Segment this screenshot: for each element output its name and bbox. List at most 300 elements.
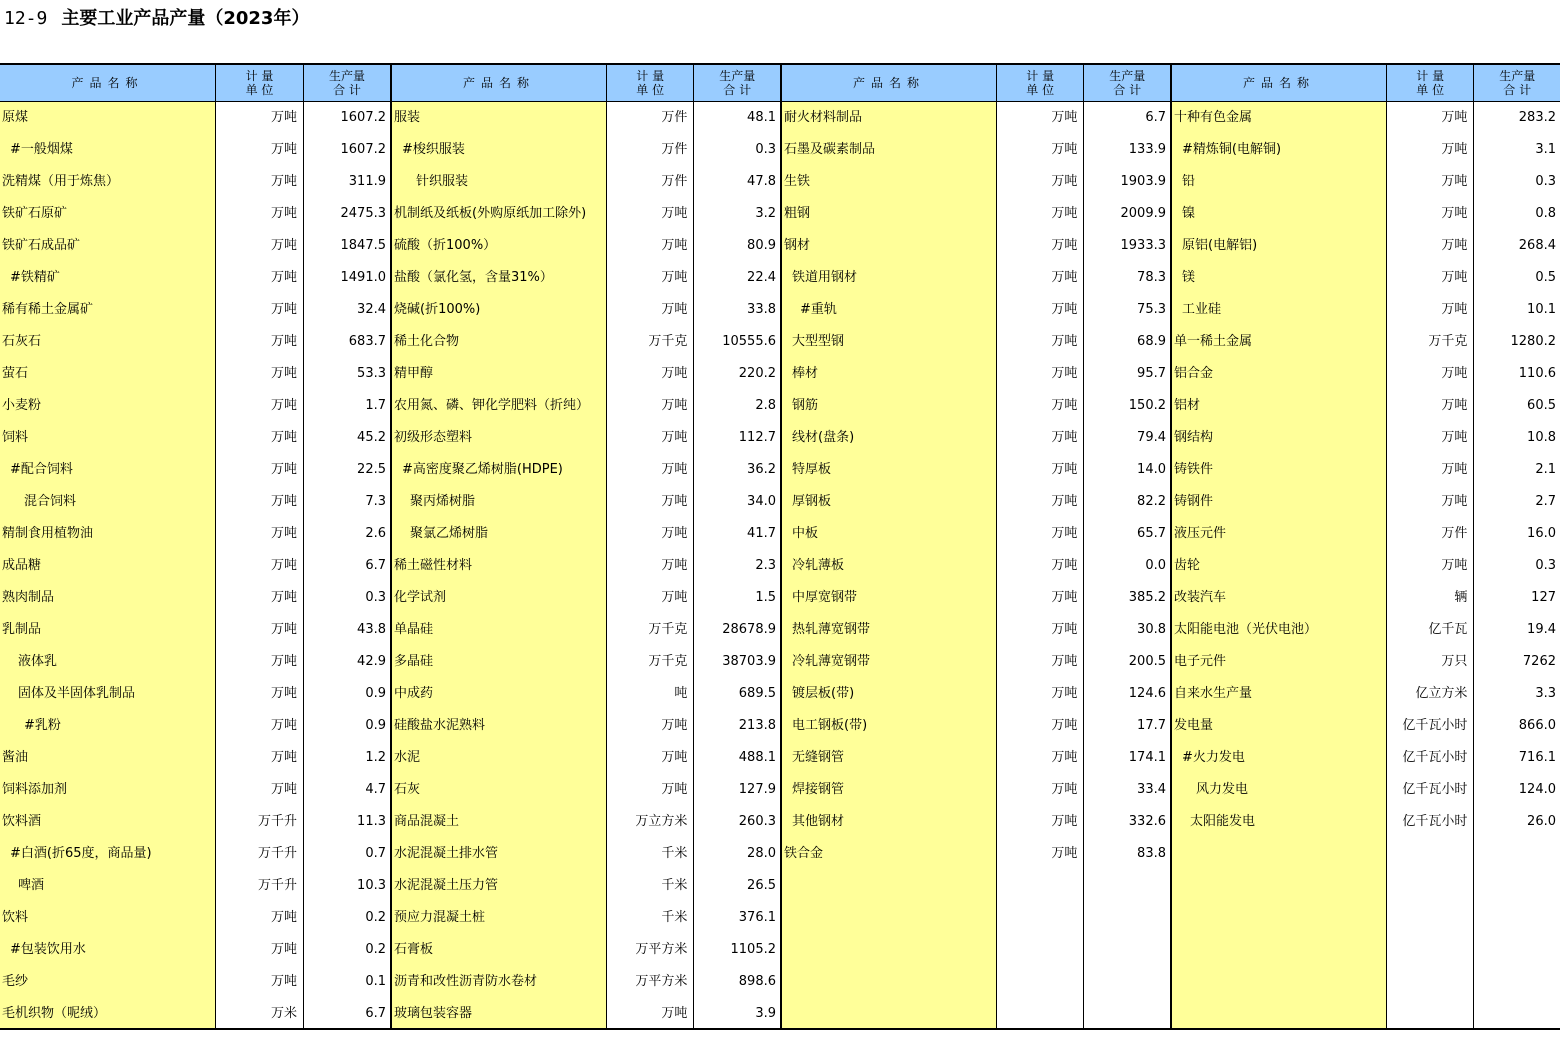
product-name-cell: #白酒(折65度，商品量) <box>10 846 152 861</box>
total-cell: 0.7 <box>365 846 386 861</box>
table-panel <box>390 65 780 1028</box>
product-name-cell: 铁矿石原矿 <box>2 206 68 221</box>
unit-cell: 万米 <box>270 1006 297 1021</box>
total-cell: 79.4 <box>1137 430 1166 445</box>
total-cell: 22.4 <box>747 270 776 285</box>
total-cell: 220.2 <box>738 366 776 381</box>
product-name-cell: 工业硅 <box>1182 302 1222 317</box>
total-cell: 1607.2 <box>340 110 386 125</box>
unit-cell: 万吨 <box>661 590 688 605</box>
unit-cell: 万吨 <box>661 206 688 221</box>
product-name-cell: 化学试剂 <box>394 590 447 605</box>
product-name-cell: 改装汽车 <box>1174 590 1227 605</box>
product-name-cell: 铸钢件 <box>1174 494 1214 509</box>
product-name-cell: 无缝钢管 <box>792 750 845 765</box>
header-unit: 计 量 单 位 <box>216 65 304 101</box>
total-cell: 26.0 <box>1527 814 1556 829</box>
total-cell: 30.8 <box>1137 622 1166 637</box>
total-cell: 32.4 <box>357 302 386 317</box>
product-name-cell: 中厚宽钢带 <box>792 590 858 605</box>
product-name-cell: 液压元件 <box>1174 526 1227 541</box>
product-name-cell: 饮料 <box>2 910 29 925</box>
unit-cell: 万吨 <box>1051 462 1078 477</box>
unit-cell: 万件 <box>661 142 688 157</box>
unit-cell: 万吨 <box>270 654 297 669</box>
product-name-cell: 熟肉制品 <box>2 590 55 605</box>
unit-cell: 万吨 <box>270 174 297 189</box>
product-name-cell: 混合饲料 <box>24 494 77 509</box>
product-name-cell: 钢筋 <box>792 398 819 413</box>
product-name-cell: 聚氯乙烯树脂 <box>410 526 489 541</box>
total-cell: 260.3 <box>738 814 776 829</box>
total-cell: 33.8 <box>747 302 776 317</box>
unit-cell: 万吨 <box>661 1006 688 1021</box>
product-name-cell: 烧碱(折100%) <box>394 302 481 317</box>
total-cell: 80.9 <box>747 238 776 253</box>
product-name-cell: 预应力混凝土桩 <box>394 910 486 925</box>
product-name-cell: 冷轧薄板 <box>792 558 845 573</box>
unit-column <box>607 102 695 1028</box>
product-name-cell: 电子元件 <box>1174 654 1227 669</box>
total-cell: 10.3 <box>357 878 386 893</box>
product-name-cell: 精制食用植物油 <box>2 526 94 541</box>
unit-cell: 万只 <box>1441 654 1468 669</box>
total-column <box>694 102 780 1028</box>
table-panel <box>780 65 1170 1028</box>
product-name-cell: 铁合金 <box>784 846 824 861</box>
unit-cell: 万吨 <box>270 558 297 573</box>
product-name-cell: 耐火材料制品 <box>784 110 863 125</box>
table-header <box>392 65 780 102</box>
product-name-cell: #梭织服装 <box>402 142 465 157</box>
total-cell: 45.2 <box>357 430 386 445</box>
unit-cell: 亿千瓦小时 <box>1402 718 1468 733</box>
header-total: 生产量 合 计 <box>1499 69 1536 97</box>
product-name-column <box>782 102 997 1028</box>
unit-column <box>1387 102 1475 1028</box>
unit-cell: 万吨 <box>270 590 297 605</box>
unit-cell: 亿千瓦小时 <box>1402 750 1468 765</box>
total-cell: 82.2 <box>1137 494 1166 509</box>
product-name-cell: 铝合金 <box>1174 366 1214 381</box>
product-name-cell: 钢结构 <box>1174 430 1214 445</box>
unit-cell: 万吨 <box>270 718 297 733</box>
unit-cell: 千米 <box>661 910 688 925</box>
unit-cell: 万吨 <box>1051 558 1078 573</box>
product-name-cell: 热轧薄宽钢带 <box>792 622 871 637</box>
unit-cell: 万吨 <box>270 750 297 765</box>
product-name-cell: 粗钢 <box>784 206 811 221</box>
unit-cell: 万吨 <box>1441 430 1468 445</box>
total-cell: 1903.9 <box>1120 174 1166 189</box>
product-name-cell: 自来水生产量 <box>1174 686 1253 701</box>
total-cell: 124.6 <box>1128 686 1166 701</box>
total-cell: 174.1 <box>1128 750 1166 765</box>
product-name-cell: 液体乳 <box>18 654 58 669</box>
product-name-cell: 商品混凝土 <box>394 814 460 829</box>
total-cell: 0.0 <box>1145 558 1166 573</box>
product-name-cell: #包装饮用水 <box>10 942 86 957</box>
unit-cell: 万平方米 <box>635 974 688 989</box>
total-cell: 0.2 <box>365 942 386 957</box>
unit-cell: 万吨 <box>661 782 688 797</box>
product-name-cell: #乳粉 <box>24 718 61 733</box>
unit-cell: 万吨 <box>661 462 688 477</box>
header-product-name: 产品名称 <box>1172 65 1387 101</box>
total-cell: 2.6 <box>365 526 386 541</box>
total-cell: 0.9 <box>365 718 386 733</box>
total-cell: 385.2 <box>1128 590 1166 605</box>
product-name-cell: 毛机织物（呢绒） <box>2 1006 107 1021</box>
total-column <box>1084 102 1170 1028</box>
unit-cell: 万吨 <box>270 430 297 445</box>
product-name-cell: 成品糖 <box>2 558 42 573</box>
total-cell: 1.7 <box>365 398 386 413</box>
total-cell: 866.0 <box>1518 718 1556 733</box>
unit-cell: 千米 <box>661 878 688 893</box>
product-name-cell: 饮料酒 <box>2 814 42 829</box>
unit-cell: 万件 <box>661 174 688 189</box>
product-name-cell: 水泥混凝土排水管 <box>394 846 499 861</box>
total-cell: 376.1 <box>738 910 776 925</box>
product-name-cell: 石膏板 <box>394 942 434 957</box>
unit-cell: 万件 <box>1441 526 1468 541</box>
total-cell: 34.0 <box>747 494 776 509</box>
total-cell: 17.7 <box>1137 718 1166 733</box>
total-cell: 1933.3 <box>1120 238 1166 253</box>
total-cell: 19.4 <box>1527 622 1556 637</box>
unit-cell: 万吨 <box>270 334 297 349</box>
unit-cell: 万千克 <box>648 334 688 349</box>
unit-cell: 万吨 <box>1441 494 1468 509</box>
unit-cell: 万吨 <box>1051 430 1078 445</box>
unit-cell: 万吨 <box>1051 750 1078 765</box>
product-name-cell: 盐酸（氯化氢，含量31%） <box>394 270 553 285</box>
total-cell: 53.3 <box>357 366 386 381</box>
product-name-cell: 电工钢板(带) <box>792 718 868 733</box>
total-cell: 1105.2 <box>730 942 776 957</box>
unit-cell: 吨 <box>674 686 688 701</box>
total-cell: 6.7 <box>365 558 386 573</box>
product-name-cell: 稀土磁性材料 <box>394 558 473 573</box>
header-total: 生产量 合 计 <box>328 69 365 97</box>
total-cell: 110.6 <box>1518 366 1556 381</box>
unit-cell: 万吨 <box>1051 718 1078 733</box>
unit-cell: 万吨 <box>661 718 688 733</box>
product-name-cell: 聚丙烯树脂 <box>410 494 476 509</box>
unit-cell: 万吨 <box>1051 494 1078 509</box>
product-name-cell: 水泥 <box>394 750 421 765</box>
unit-cell: 万吨 <box>270 110 297 125</box>
data-table <box>0 63 1560 1030</box>
product-name-cell: 石灰石 <box>2 334 42 349</box>
table-body <box>782 102 1170 1028</box>
product-name-cell: 稀土化合物 <box>394 334 460 349</box>
total-cell: 2.1 <box>1535 462 1556 477</box>
total-cell: 0.3 <box>1535 558 1556 573</box>
product-name-cell: 稀有稀土金属矿 <box>2 302 94 317</box>
table-body <box>0 102 390 1028</box>
product-name-cell: 精甲醇 <box>394 366 434 381</box>
total-cell: 75.3 <box>1137 302 1166 317</box>
total-cell: 14.0 <box>1137 462 1166 477</box>
product-name-cell: #配合饲料 <box>10 462 73 477</box>
total-cell: 28678.9 <box>722 622 776 637</box>
total-cell: 488.1 <box>738 750 776 765</box>
total-cell: 3.3 <box>1535 686 1556 701</box>
unit-cell: 亿千瓦 <box>1428 622 1468 637</box>
total-cell: 716.1 <box>1518 750 1556 765</box>
product-name-cell: 太阳能电池（光伏电池） <box>1174 622 1318 637</box>
total-cell: 42.9 <box>357 654 386 669</box>
total-cell: 1.2 <box>365 750 386 765</box>
header-product-name: 产品名称 <box>392 65 607 101</box>
product-name-cell: 厚钢板 <box>792 494 832 509</box>
product-name-cell: 钢材 <box>784 238 811 253</box>
unit-cell: 万吨 <box>1441 302 1468 317</box>
unit-cell: 万吨 <box>661 430 688 445</box>
product-name-cell: 初级形态塑料 <box>394 430 473 445</box>
header-unit: 计 量 单 位 <box>1387 65 1475 101</box>
unit-cell: 万吨 <box>1051 846 1078 861</box>
unit-cell: 万吨 <box>1051 334 1078 349</box>
product-name-cell: 铝材 <box>1174 398 1201 413</box>
total-cell: 3.9 <box>755 1006 776 1021</box>
unit-cell: 万吨 <box>270 782 297 797</box>
unit-column <box>216 102 304 1028</box>
total-cell: 33.4 <box>1137 782 1166 797</box>
unit-cell: 万吨 <box>270 270 297 285</box>
total-cell: 200.5 <box>1128 654 1166 669</box>
product-name-cell: 酱油 <box>2 750 29 765</box>
product-name-cell: 硅酸盐水泥熟料 <box>394 718 486 733</box>
unit-cell: 万件 <box>661 110 688 125</box>
total-cell: 48.1 <box>747 110 776 125</box>
product-name-cell: 大型型钢 <box>792 334 845 349</box>
product-name-cell: 小麦粉 <box>2 398 42 413</box>
unit-cell: 万平方米 <box>635 942 688 957</box>
total-cell: 16.0 <box>1527 526 1556 541</box>
unit-cell: 万吨 <box>270 206 297 221</box>
unit-cell: 万吨 <box>1441 206 1468 221</box>
total-cell: 26.5 <box>747 878 776 893</box>
unit-cell: 万吨 <box>1441 110 1468 125</box>
product-name-cell: 镍 <box>1182 206 1196 221</box>
product-name-cell: 风力发电 <box>1196 782 1249 797</box>
unit-cell: 万千克 <box>648 654 688 669</box>
total-cell: 65.7 <box>1137 526 1166 541</box>
unit-cell: 万千克 <box>1428 334 1468 349</box>
unit-column <box>997 102 1085 1028</box>
product-name-cell: 机制纸及纸板(外购原纸加工除外) <box>394 206 587 221</box>
total-cell: 0.8 <box>1535 206 1556 221</box>
total-cell: 6.7 <box>365 1006 386 1021</box>
total-cell: 213.8 <box>738 718 776 733</box>
product-name-cell: 洗精煤（用于炼焦） <box>2 174 120 189</box>
unit-cell: 千米 <box>661 846 688 861</box>
total-cell: 38703.9 <box>722 654 776 669</box>
unit-cell: 万吨 <box>1051 782 1078 797</box>
unit-cell: 万吨 <box>1441 174 1468 189</box>
table-title: 主要工业产品产量（2023年） <box>61 8 310 29</box>
unit-cell: 万吨 <box>661 750 688 765</box>
unit-cell: 万吨 <box>1051 654 1078 669</box>
unit-cell: 万吨 <box>1051 814 1078 829</box>
total-cell: 60.5 <box>1527 398 1556 413</box>
product-name-cell: 单晶硅 <box>394 622 434 637</box>
product-name-cell: 特厚板 <box>792 462 832 477</box>
unit-cell: 万吨 <box>270 302 297 317</box>
total-cell: 11.3 <box>357 814 386 829</box>
page-title <box>4 6 309 32</box>
unit-cell: 万千升 <box>257 878 297 893</box>
product-name-cell: 十种有色金属 <box>1174 110 1253 125</box>
product-name-cell: 冷轧薄宽钢带 <box>792 654 871 669</box>
header-total: 生产量 合 计 <box>1109 69 1146 97</box>
total-cell: 6.7 <box>1145 110 1166 125</box>
product-name-column <box>0 102 216 1028</box>
header-product-name: 产品名称 <box>782 65 997 101</box>
unit-cell: 亿立方米 <box>1415 686 1468 701</box>
total-cell: 124.0 <box>1518 782 1556 797</box>
header-total: 生产量 合 计 <box>719 69 756 97</box>
table-panel <box>1170 65 1560 1028</box>
unit-cell: 万吨 <box>270 942 297 957</box>
unit-cell: 万吨 <box>270 622 297 637</box>
total-cell: 10555.6 <box>722 334 776 349</box>
total-cell: 127 <box>1531 590 1556 605</box>
total-cell: 268.4 <box>1518 238 1556 253</box>
product-name-cell: 其他钢材 <box>792 814 845 829</box>
product-name-cell: 单一稀土金属 <box>1174 334 1253 349</box>
product-name-cell: 饲料 <box>2 430 29 445</box>
total-cell: 2.3 <box>755 558 776 573</box>
total-cell: 898.6 <box>738 974 776 989</box>
total-cell: 3.1 <box>1535 142 1556 157</box>
unit-cell: 万吨 <box>661 558 688 573</box>
table-panel <box>0 65 390 1028</box>
product-name-cell: 镀层板(带) <box>792 686 855 701</box>
total-column <box>1474 102 1560 1028</box>
product-name-cell: 中成药 <box>394 686 434 701</box>
product-name-cell: 啤酒 <box>18 878 45 893</box>
table-header <box>0 65 390 102</box>
unit-cell: 万吨 <box>1051 302 1078 317</box>
product-name-cell: 毛纱 <box>2 974 29 989</box>
total-column <box>304 102 390 1028</box>
table-header <box>1172 65 1560 102</box>
product-name-column <box>392 102 607 1028</box>
unit-cell: 万吨 <box>270 142 297 157</box>
total-cell: 311.9 <box>348 174 386 189</box>
unit-cell: 万吨 <box>1051 622 1078 637</box>
product-name-cell: 针织服装 <box>416 174 469 189</box>
unit-cell: 万吨 <box>1051 398 1078 413</box>
total-cell: 0.3 <box>1535 174 1556 189</box>
product-name-cell: 原铝(电解铝) <box>1182 238 1258 253</box>
unit-cell: 万千升 <box>257 814 297 829</box>
unit-cell: 万吨 <box>270 238 297 253</box>
product-name-cell: 生铁 <box>784 174 811 189</box>
product-name-cell: 石灰 <box>394 782 421 797</box>
unit-cell: 万吨 <box>1051 174 1078 189</box>
total-cell: 112.7 <box>738 430 776 445</box>
total-cell: 0.3 <box>755 142 776 157</box>
product-name-cell: #重轨 <box>800 302 837 317</box>
unit-cell: 万吨 <box>1051 590 1078 605</box>
product-name-cell: 服装 <box>394 110 421 125</box>
total-cell: 0.1 <box>365 974 386 989</box>
product-name-cell: 线材(盘条) <box>792 430 855 445</box>
product-name-cell: 沥青和改性沥青防水卷材 <box>394 974 538 989</box>
product-name-cell: 太阳能发电 <box>1190 814 1256 829</box>
product-name-cell: 饲料添加剂 <box>2 782 68 797</box>
product-name-column <box>1172 102 1387 1028</box>
product-name-cell: 萤石 <box>2 366 29 381</box>
product-name-cell: 发电量 <box>1174 718 1214 733</box>
total-cell: 43.8 <box>357 622 386 637</box>
header-unit: 计 量 单 位 <box>997 65 1085 101</box>
table-body <box>392 102 780 1028</box>
total-cell: 41.7 <box>747 526 776 541</box>
unit-cell: 万吨 <box>270 526 297 541</box>
unit-cell: 万吨 <box>661 398 688 413</box>
unit-cell: 万吨 <box>1441 142 1468 157</box>
total-cell: 332.6 <box>1128 814 1166 829</box>
product-name-cell: #铁精矿 <box>10 270 60 285</box>
product-name-cell: #高密度聚乙烯树脂(HDPE) <box>402 462 563 477</box>
unit-cell: 万吨 <box>270 494 297 509</box>
unit-cell: 万吨 <box>1051 366 1078 381</box>
unit-cell: 万吨 <box>1441 366 1468 381</box>
product-name-cell: 多晶硅 <box>394 654 434 669</box>
unit-cell: 亿千瓦小时 <box>1402 782 1468 797</box>
unit-cell: 万吨 <box>1051 238 1078 253</box>
total-cell: 0.5 <box>1535 270 1556 285</box>
product-name-cell: 铅 <box>1182 174 1196 189</box>
unit-cell: 万立方米 <box>635 814 688 829</box>
unit-cell: 万吨 <box>661 302 688 317</box>
table-number: 12-9 <box>4 8 48 29</box>
product-name-cell: 原煤 <box>2 110 29 125</box>
product-name-cell: 水泥混凝土压力管 <box>394 878 499 893</box>
product-name-cell: 乳制品 <box>2 622 42 637</box>
product-name-cell: 齿轮 <box>1174 558 1201 573</box>
unit-cell: 万吨 <box>270 686 297 701</box>
unit-cell: 万吨 <box>1051 142 1078 157</box>
total-cell: 7.3 <box>365 494 386 509</box>
header-product-name: 产品名称 <box>0 65 216 101</box>
total-cell: 1847.5 <box>340 238 386 253</box>
unit-cell: 万吨 <box>1441 462 1468 477</box>
unit-cell: 万吨 <box>270 366 297 381</box>
total-cell: 127.9 <box>738 782 776 797</box>
total-cell: 36.2 <box>747 462 776 477</box>
unit-cell: 万吨 <box>1051 206 1078 221</box>
unit-cell: 万吨 <box>270 974 297 989</box>
product-name-cell: 铸铁件 <box>1174 462 1214 477</box>
unit-cell: 万吨 <box>661 238 688 253</box>
total-cell: 28.0 <box>747 846 776 861</box>
total-cell: 1607.2 <box>340 142 386 157</box>
product-name-cell: 中板 <box>792 526 819 541</box>
total-cell: 7262 <box>1522 654 1556 669</box>
total-cell: 2.8 <box>755 398 776 413</box>
product-name-cell: 铁矿石成品矿 <box>2 238 81 253</box>
total-cell: 4.7 <box>365 782 386 797</box>
product-name-cell: 石墨及碳素制品 <box>784 142 876 157</box>
unit-cell: 万千克 <box>648 622 688 637</box>
